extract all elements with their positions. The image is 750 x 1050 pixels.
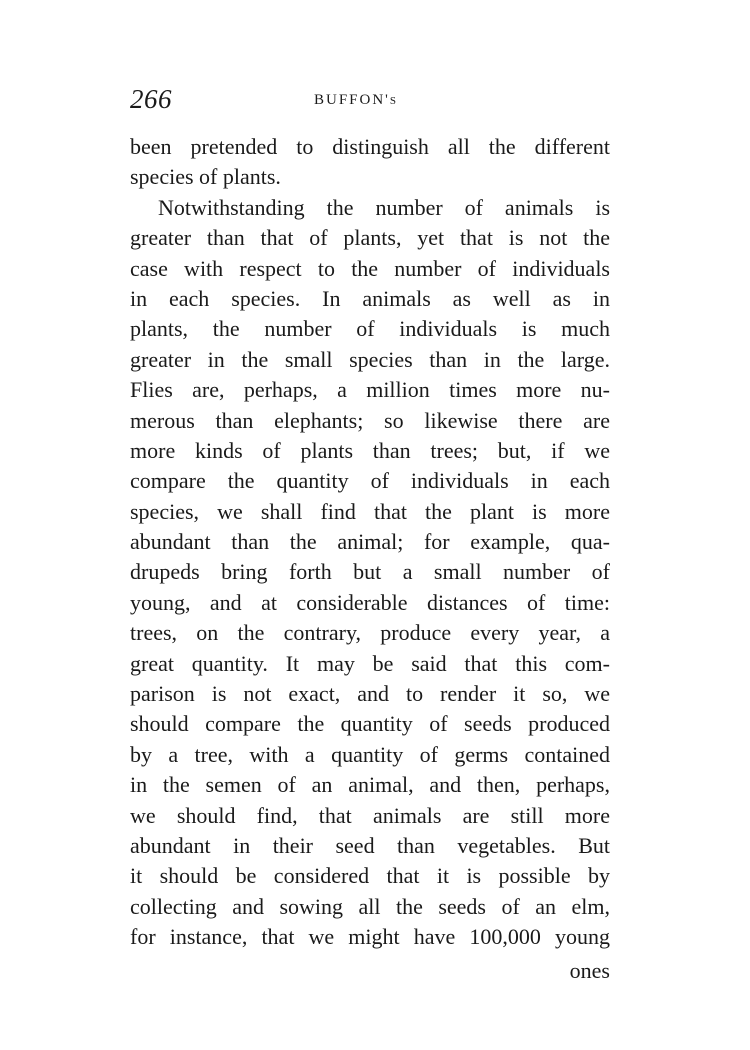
text-line: collecting and sowing all the seeds of an elm, [130,893,610,919]
text-line: great quantity. It may be said that this com- [130,650,610,676]
text-line: species of plants. [130,164,281,190]
text-line: in each species. In animals as well as in [130,285,610,311]
paragraph-first-line: Notwithstanding the number of animals is [158,194,610,220]
text-line: been pretended to distinguish all the different [130,134,610,159]
text-line: abundant in their seed than vegetables. But [130,832,610,858]
text-line: for instance, that we might have 100,000 young [130,924,610,950]
text-line: Flies are, perhaps, a million times more nu- [130,377,610,403]
text-line: greater in the small species than in the large. [130,346,610,372]
catchword: ones [569,958,610,983]
text-line: in the semen of an animal, and then, perhaps, [130,772,610,798]
text-line: species, we shall find that the plant is more [130,498,610,524]
body-text [130,132,610,953]
text-line: by a tree, with a quantity of germs contained [130,741,610,767]
text-line: young, and at considerable distances of time: [130,589,610,615]
running-title: BUFFON's [314,92,399,108]
running-head [130,84,610,114]
text-line: drupeds bring forth but a small number of [130,559,610,585]
text-line: we should find, that animals are still more [130,802,610,828]
page-number: 266 [130,84,172,114]
text-line: it should be considered that it is possible by [130,863,610,889]
text-line: more kinds of plants than trees; but, if we [130,437,610,463]
text-line: compare the quantity of individuals in each [130,468,610,494]
text-line: should compare the quantity of seeds produced [130,711,610,737]
text-line: greater than that of plants, yet that is not the [130,225,610,251]
text-line: abundant than the animal; for example, qua- [130,529,610,555]
text-line: merous than elephants; so likewise there are [130,407,610,433]
text-line: plants, the number of individuals is much [130,316,610,342]
text-line: trees, on the contrary, produce every year, a [130,620,610,646]
text-line: case with respect to the number of individuals [130,255,610,281]
text-line: parison is not exact, and to render it so, we [130,681,610,707]
